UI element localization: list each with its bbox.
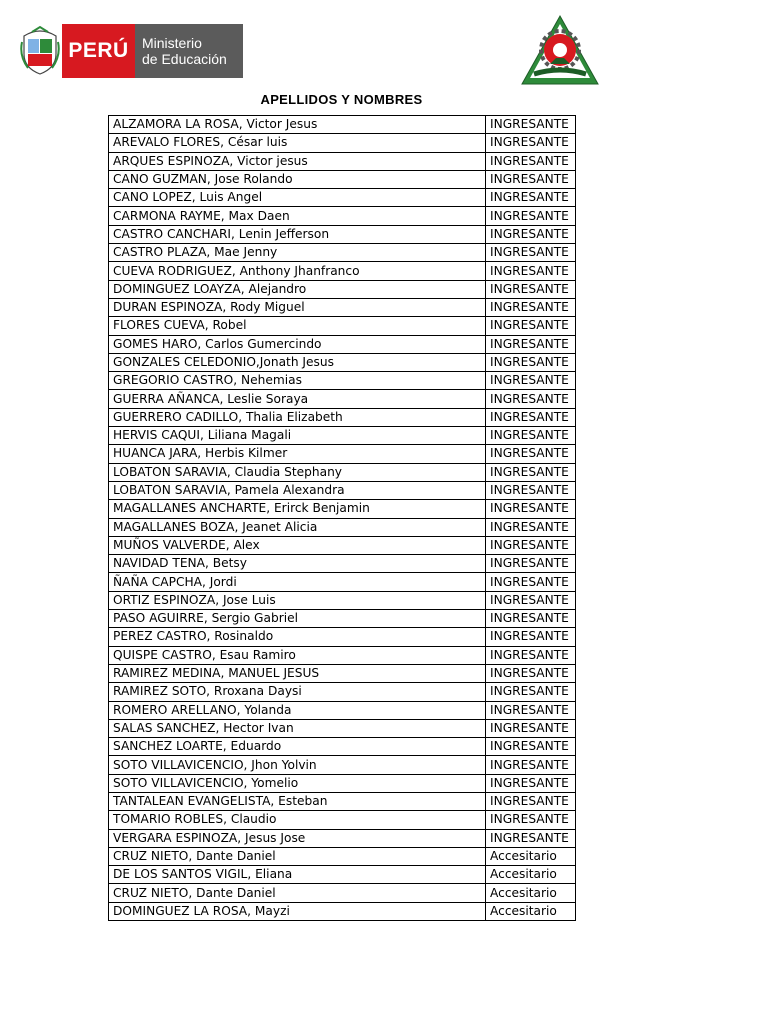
table-row bbox=[109, 317, 576, 335]
document-title: APELLIDOS Y NOMBRES bbox=[260, 92, 423, 107]
table-row bbox=[109, 756, 576, 774]
table-row bbox=[109, 298, 576, 316]
student-name-cell: ROMERO ARELLANO, Yolanda bbox=[109, 701, 486, 719]
status-cell: INGRESANTE bbox=[486, 573, 576, 591]
status-cell: INGRESANTE bbox=[486, 646, 576, 664]
student-name-cell: MUÑOS VALVERDE, Alex bbox=[109, 536, 486, 554]
table-row bbox=[109, 811, 576, 829]
ministry-line-2: de Educación bbox=[142, 51, 227, 67]
status-cell: INGRESANTE bbox=[486, 445, 576, 463]
status-cell: INGRESANTE bbox=[486, 738, 576, 756]
student-name-cell: FLORES CUEVA, Robel bbox=[109, 317, 486, 335]
table-row bbox=[109, 573, 576, 591]
student-name-cell: SALAS SANCHEZ, Hector Ivan bbox=[109, 719, 486, 737]
status-cell: INGRESANTE bbox=[486, 225, 576, 243]
status-cell: INGRESANTE bbox=[486, 811, 576, 829]
table-row bbox=[109, 116, 576, 134]
student-name-cell: RAMIREZ MEDINA, MANUEL JESUS bbox=[109, 664, 486, 682]
table-row bbox=[109, 408, 576, 426]
status-cell: INGRESANTE bbox=[486, 189, 576, 207]
table-row bbox=[109, 353, 576, 371]
student-name-cell: TOMARIO ROBLES, Claudio bbox=[109, 811, 486, 829]
student-name-cell: CRUZ NIETO, Dante Daniel bbox=[109, 847, 486, 865]
table-row bbox=[109, 518, 576, 536]
table-row bbox=[109, 372, 576, 390]
student-name-cell: VERGARA ESPINOZA, Jesus Jose bbox=[109, 829, 486, 847]
table-row bbox=[109, 481, 576, 499]
table-row bbox=[109, 170, 576, 188]
student-name-cell: DE LOS SANTOS VIGIL, Eliana bbox=[109, 866, 486, 884]
student-name-cell: CRUZ NIETO, Dante Daniel bbox=[109, 884, 486, 902]
student-name-cell: HERVIS CAQUI, Liliana Magali bbox=[109, 427, 486, 445]
status-cell: INGRESANTE bbox=[486, 463, 576, 481]
student-name-cell: HUANCA JARA, Herbis Kilmer bbox=[109, 445, 486, 463]
table-row bbox=[109, 134, 576, 152]
student-name-cell: RAMIREZ SOTO, Rroxana Daysi bbox=[109, 683, 486, 701]
student-name-cell: PEREZ CASTRO, Rosinaldo bbox=[109, 628, 486, 646]
status-cell: INGRESANTE bbox=[486, 792, 576, 810]
status-cell: INGRESANTE bbox=[486, 536, 576, 554]
student-name-cell: SANCHEZ LOARTE, Eduardo bbox=[109, 738, 486, 756]
student-name-cell: LOBATON SARAVIA, Pamela Alexandra bbox=[109, 481, 486, 499]
table-row bbox=[109, 610, 576, 628]
country-label: PERÚ bbox=[62, 24, 135, 78]
table-row bbox=[109, 774, 576, 792]
table-row bbox=[109, 683, 576, 701]
student-name-cell: CUEVA RODRIGUEZ, Anthony Jhanfranco bbox=[109, 262, 486, 280]
table-row bbox=[109, 902, 576, 920]
table-row bbox=[109, 701, 576, 719]
status-cell: INGRESANTE bbox=[486, 317, 576, 335]
table-row bbox=[109, 463, 576, 481]
status-cell: Accesitario bbox=[486, 847, 576, 865]
table-row bbox=[109, 536, 576, 554]
status-cell: Accesitario bbox=[486, 884, 576, 902]
student-name-cell: GREGORIO CASTRO, Nehemias bbox=[109, 372, 486, 390]
student-name-cell: AREVALO FLORES, César luis bbox=[109, 134, 486, 152]
student-name-cell: PASO AGUIRRE, Sergio Gabriel bbox=[109, 610, 486, 628]
status-cell: INGRESANTE bbox=[486, 591, 576, 609]
status-cell: INGRESANTE bbox=[486, 244, 576, 262]
table-row bbox=[109, 847, 576, 865]
student-name-cell: ALZAMORA LA ROSA, Victor Jesus bbox=[109, 116, 486, 134]
status-cell: INGRESANTE bbox=[486, 829, 576, 847]
student-name-cell: GONZALES CELEDONIO,Jonath Jesus bbox=[109, 353, 486, 371]
table-row bbox=[109, 555, 576, 573]
status-cell: INGRESANTE bbox=[486, 628, 576, 646]
table-row bbox=[109, 646, 576, 664]
status-cell: INGRESANTE bbox=[486, 756, 576, 774]
ministry-line-1: Ministerio bbox=[142, 35, 202, 51]
student-name-cell: NAVIDAD TENA, Betsy bbox=[109, 555, 486, 573]
table-row bbox=[109, 262, 576, 280]
status-cell: INGRESANTE bbox=[486, 481, 576, 499]
table-row bbox=[109, 866, 576, 884]
status-cell: INGRESANTE bbox=[486, 262, 576, 280]
student-name-cell: GUERRA AÑANCA, Leslie Soraya bbox=[109, 390, 486, 408]
student-name-cell: QUISPE CASTRO, Esau Ramiro bbox=[109, 646, 486, 664]
student-name-cell: CARMONA RAYME, Max Daen bbox=[109, 207, 486, 225]
table-row bbox=[109, 829, 576, 847]
student-name-cell: CASTRO PLAZA, Mae Jenny bbox=[109, 244, 486, 262]
ministry-logo bbox=[20, 24, 227, 78]
status-cell: INGRESANTE bbox=[486, 390, 576, 408]
table-row bbox=[109, 664, 576, 682]
table-row bbox=[109, 244, 576, 262]
student-name-cell: GUERRERO CADILLO, Thalia Elizabeth bbox=[109, 408, 486, 426]
table-row bbox=[109, 207, 576, 225]
status-cell: INGRESANTE bbox=[486, 298, 576, 316]
status-cell: INGRESANTE bbox=[486, 427, 576, 445]
student-name-cell: LOBATON SARAVIA, Claudia Stephany bbox=[109, 463, 486, 481]
status-cell: INGRESANTE bbox=[486, 280, 576, 298]
student-name-cell: ARQUES ESPINOZA, Victor jesus bbox=[109, 152, 486, 170]
student-name-cell: TANTALEAN EVANGELISTA, Esteban bbox=[109, 792, 486, 810]
status-cell: INGRESANTE bbox=[486, 610, 576, 628]
status-cell: INGRESANTE bbox=[486, 207, 576, 225]
table-row bbox=[109, 628, 576, 646]
status-cell: INGRESANTE bbox=[486, 353, 576, 371]
status-cell: INGRESANTE bbox=[486, 719, 576, 737]
table-row bbox=[109, 225, 576, 243]
peru-coat-of-arms-icon bbox=[20, 24, 60, 78]
student-name-cell: MAGALLANES BOZA, Jeanet Alicia bbox=[109, 518, 486, 536]
status-cell: INGRESANTE bbox=[486, 116, 576, 134]
status-cell: INGRESANTE bbox=[486, 408, 576, 426]
student-name-cell: ORTIZ ESPINOZA, Jose Luis bbox=[109, 591, 486, 609]
table-row bbox=[109, 427, 576, 445]
status-cell: INGRESANTE bbox=[486, 701, 576, 719]
status-cell: INGRESANTE bbox=[486, 518, 576, 536]
student-name-cell: CASTRO CANCHARI, Lenin Jefferson bbox=[109, 225, 486, 243]
table-row bbox=[109, 792, 576, 810]
status-cell: INGRESANTE bbox=[486, 774, 576, 792]
student-name-cell: SOTO VILLAVICENCIO, Yomelio bbox=[109, 774, 486, 792]
student-name-cell: DURAN ESPINOZA, Rody Miguel bbox=[109, 298, 486, 316]
status-cell: INGRESANTE bbox=[486, 372, 576, 390]
status-cell: INGRESANTE bbox=[486, 664, 576, 682]
status-cell: Accesitario bbox=[486, 902, 576, 920]
status-cell: INGRESANTE bbox=[486, 152, 576, 170]
status-cell: INGRESANTE bbox=[486, 500, 576, 518]
table-row bbox=[109, 445, 576, 463]
status-cell: INGRESANTE bbox=[486, 555, 576, 573]
student-name-cell: DOMINGUEZ LA ROSA, Mayzi bbox=[109, 902, 486, 920]
table-row bbox=[109, 335, 576, 353]
status-cell: Accesitario bbox=[486, 866, 576, 884]
table-row bbox=[109, 189, 576, 207]
status-cell: INGRESANTE bbox=[486, 170, 576, 188]
student-name-cell: GOMES HARO, Carlos Gumercindo bbox=[109, 335, 486, 353]
status-cell: INGRESANTE bbox=[486, 683, 576, 701]
table-row bbox=[109, 884, 576, 902]
status-cell: INGRESANTE bbox=[486, 335, 576, 353]
student-name-cell: MAGALLANES ANCHARTE, Erirck Benjamin bbox=[109, 500, 486, 518]
students-table bbox=[108, 115, 576, 921]
student-name-cell: DOMINGUEZ LOAYZA, Alejandro bbox=[109, 280, 486, 298]
header-logos bbox=[0, 0, 768, 90]
table-row bbox=[109, 591, 576, 609]
student-name-cell: CANO GUZMAN, Jose Rolando bbox=[109, 170, 486, 188]
table-row bbox=[109, 738, 576, 756]
school-emblem-icon bbox=[520, 14, 600, 88]
table-row bbox=[109, 390, 576, 408]
status-cell: INGRESANTE bbox=[486, 134, 576, 152]
student-name-cell: ÑAÑA CAPCHA, Jordi bbox=[109, 573, 486, 591]
ministry-name bbox=[135, 24, 243, 78]
table-row bbox=[109, 719, 576, 737]
student-name-cell: SOTO VILLAVICENCIO, Jhon Yolvin bbox=[109, 756, 486, 774]
table-row bbox=[109, 280, 576, 298]
table-row bbox=[109, 152, 576, 170]
table-row bbox=[109, 500, 576, 518]
student-name-cell: CANO LOPEZ, Luis Angel bbox=[109, 189, 486, 207]
